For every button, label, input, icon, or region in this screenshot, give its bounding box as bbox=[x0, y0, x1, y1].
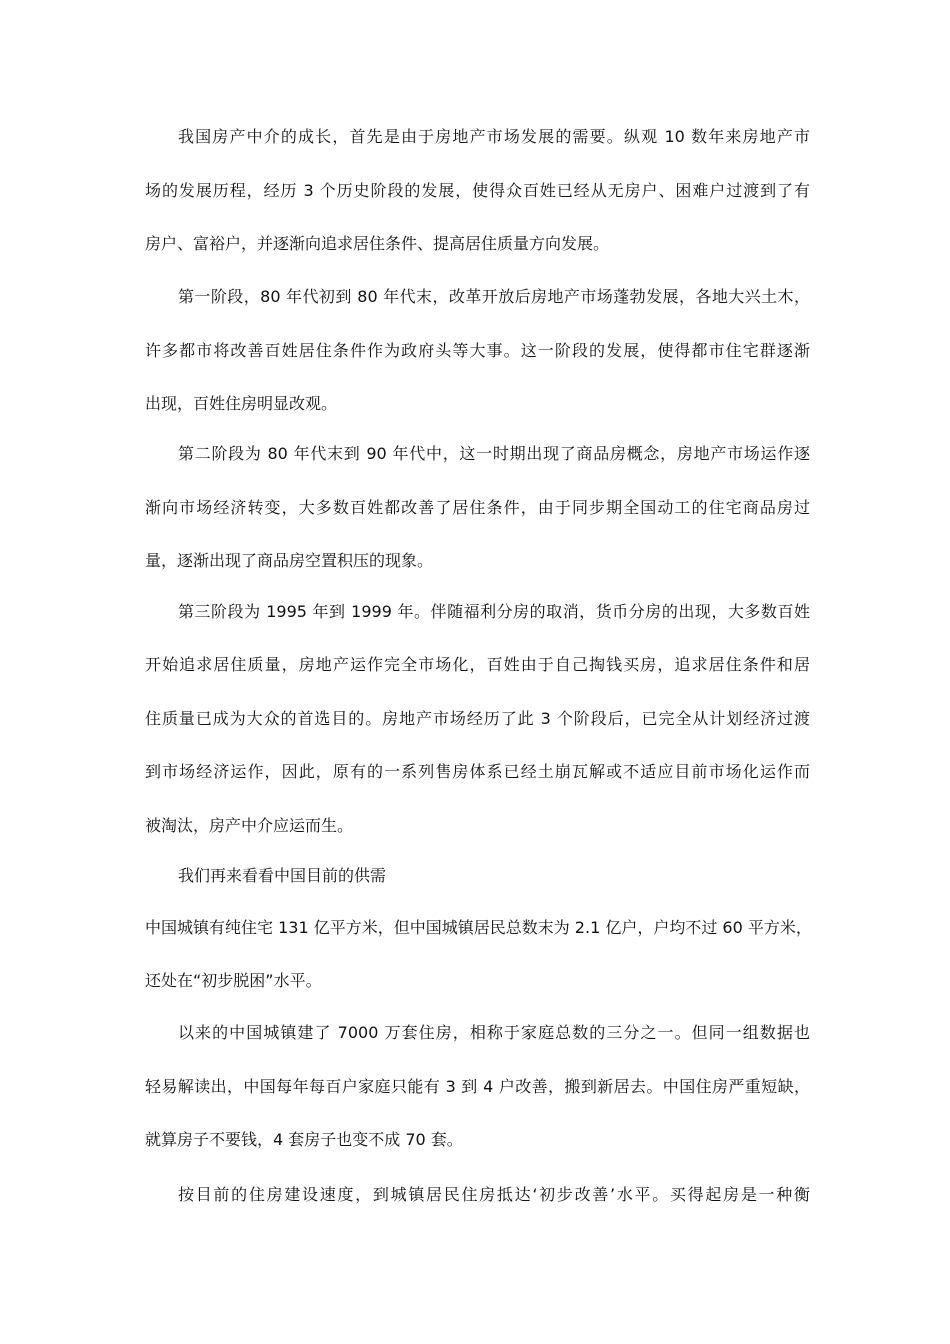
paragraph-line: 还处在“初步脱困”水平。 bbox=[145, 971, 322, 990]
paragraph-line: 房户、富裕户，并逐渐向追求居住条件、提高居住质量方向发展。 bbox=[145, 234, 610, 253]
paragraph-line: 住质量已成为大众的首选目的。房地产市场经历了此 3 个阶段后，已完全从计划经济过渡 bbox=[145, 709, 810, 728]
paragraph-line: 我们再来看看中国目前的供需 bbox=[178, 866, 387, 885]
paragraph-line: 第一阶段，80 年代初到 80 年代末，改革开放后房地产市场蓬勃发展，各地大兴土木， bbox=[178, 287, 810, 306]
paragraph-line: 以来的中国城镇建了 7000 万套住房，相称于家庭总数的三分之一。但同一组数据也 bbox=[178, 1023, 810, 1042]
paragraph-line: 我国房产中介的成长，首先是由于房地产市场发展的需要。纵观 10 数年来房地产市 bbox=[178, 127, 810, 146]
paragraph-line: 许多都市将改善百姓居住条件作为政府头等大事。这一阶段的发展，使得都市住宅群逐渐 bbox=[145, 341, 810, 360]
paragraph-line: 量，逐渐出现了商品房空置积压的现象。 bbox=[145, 551, 434, 570]
paragraph-line: 按目前的住房建设速度，到城镇居民住房抵达‘初步改善’水平。买得起房是一种衡 bbox=[178, 1185, 810, 1204]
paragraph-line: 第三阶段为 1995 年到 1999 年。伴随福利分房的取消，货币分房的出现，大多数百姓 bbox=[178, 602, 810, 621]
paragraph-line: 轻易解读出，中国每年每百户家庭只能有 3 到 4 户改善，搬到新居去。中国住房严重短缺， bbox=[145, 1077, 810, 1096]
paragraph-line: 就算房子不要钱，4 套房子也变不成 70 套。 bbox=[145, 1130, 463, 1149]
paragraph-line: 到市场经济运作，因此，原有的一系列售房体系已经土崩瓦解或不适应目前市场化运作而 bbox=[145, 762, 810, 781]
paragraph-line: 开始追求居住质量，房地产运作完全市场化，百姓由于自己掏钱买房，追求居住条件和居 bbox=[145, 655, 810, 674]
paragraph-line: 渐向市场经济转变，大多数百姓都改善了居住条件，由于同步期全国动工的住宅商品房过 bbox=[145, 498, 810, 517]
paragraph-line: 出现，百姓住房明显改观。 bbox=[145, 394, 338, 413]
paragraph-line: 场的发展历程，经历 3 个历史阶段的发展，使得众百姓已经从无房户、困难户过渡到了有 bbox=[145, 181, 810, 200]
paragraph-line: 被淘汰，房产中介应运而生。 bbox=[145, 816, 354, 835]
paragraph-line: 中国城镇有纯住宅 131 亿平方米，但中国城镇居民总数末为 2.1 亿户，户均不过 60 平方米， bbox=[145, 918, 812, 937]
paragraph-line: 第二阶段为 80 年代末到 90 年代中，这一时期出现了商品房概念，房地产市场运作逐 bbox=[178, 444, 810, 463]
